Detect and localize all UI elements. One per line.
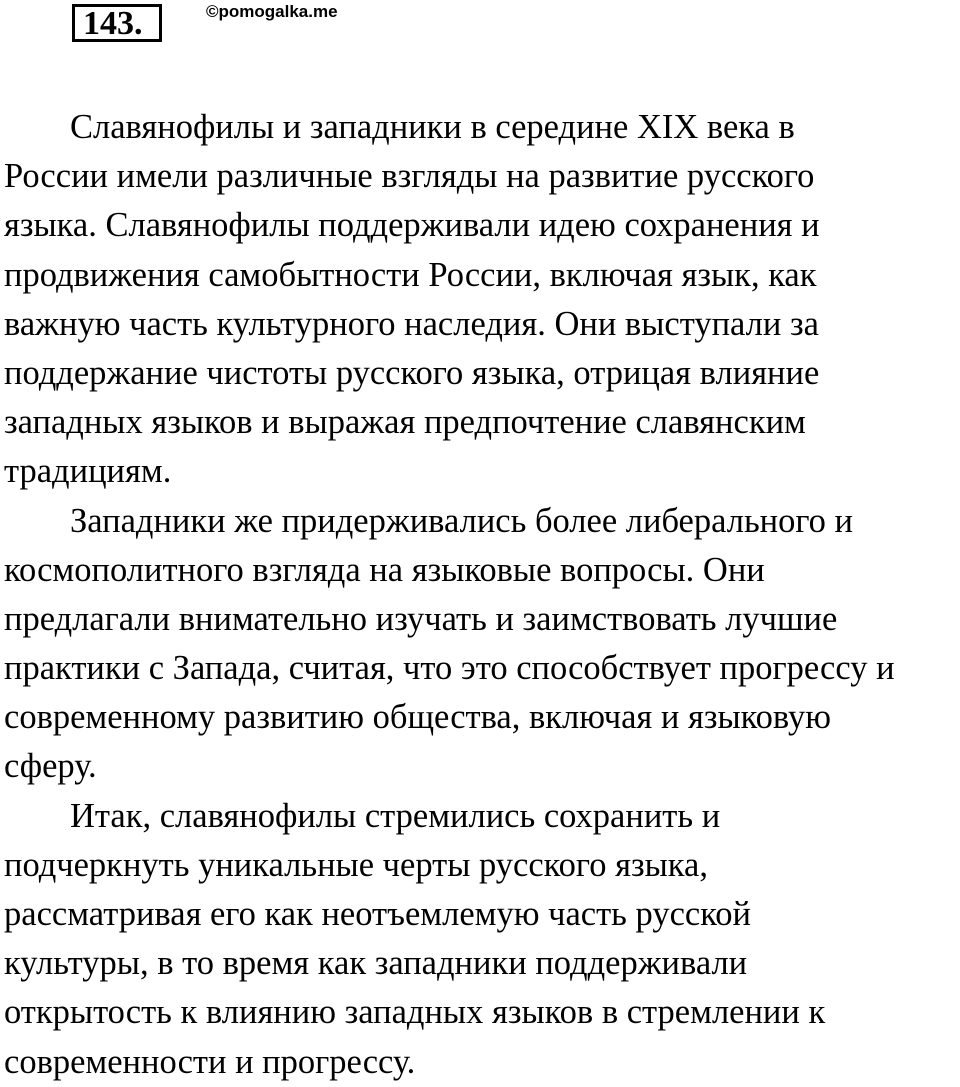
text-line: космополитного взгляда на языковые вопросы. Они bbox=[4, 550, 765, 589]
text-line: открытость к влиянию западных языков в стремлении к bbox=[4, 993, 826, 1032]
text-line: продвижения самобытности России, включая язык, как bbox=[4, 255, 817, 294]
paragraph-2 bbox=[4, 497, 960, 792]
text-line: современному развитию общества, включая и языковую bbox=[4, 698, 832, 737]
text-line: современности и прогрессу. bbox=[4, 1042, 416, 1081]
watermark: ©pomogalka.me bbox=[206, 2, 338, 21]
text-line: западных языков и выражая предпочтение славянским bbox=[4, 403, 806, 442]
answer-text bbox=[4, 103, 960, 1087]
text-line: поддержание чистоты русского языка, отрицая влияние bbox=[4, 353, 820, 392]
paragraph-1 bbox=[4, 103, 960, 497]
text-line: предлагали внимательно изучать и заимствовать лучшие bbox=[4, 599, 838, 638]
text-line: рассматривая его как неотъемлемую часть русской bbox=[4, 895, 751, 933]
text-line: Западники же придерживались более либерального и bbox=[70, 501, 854, 540]
text-line: Славянофилы и западники в середине XIX века в bbox=[70, 108, 795, 146]
text-line: практики с Запада, считая, что это способствует прогрессу и bbox=[4, 649, 895, 688]
text-line: Итак, славянофилы стремились сохранить и bbox=[70, 796, 721, 835]
text-line: подчеркнуть уникальные черты русского языка, bbox=[4, 845, 708, 884]
text-line: важную часть культурного наследия. Они выступали за bbox=[4, 304, 819, 343]
text-line: языка. Славянофилы поддерживали идею сохранения и bbox=[4, 206, 820, 245]
text-line: культуры, в то время как западники поддерживали bbox=[4, 944, 748, 983]
text-line: России имели различные взгляды на развитие русского bbox=[4, 157, 815, 196]
text-line: традициям. bbox=[4, 452, 172, 491]
exercise-number: 143. bbox=[72, 4, 162, 42]
text-line: сферу. bbox=[4, 747, 97, 786]
paragraph-3 bbox=[4, 792, 960, 1087]
